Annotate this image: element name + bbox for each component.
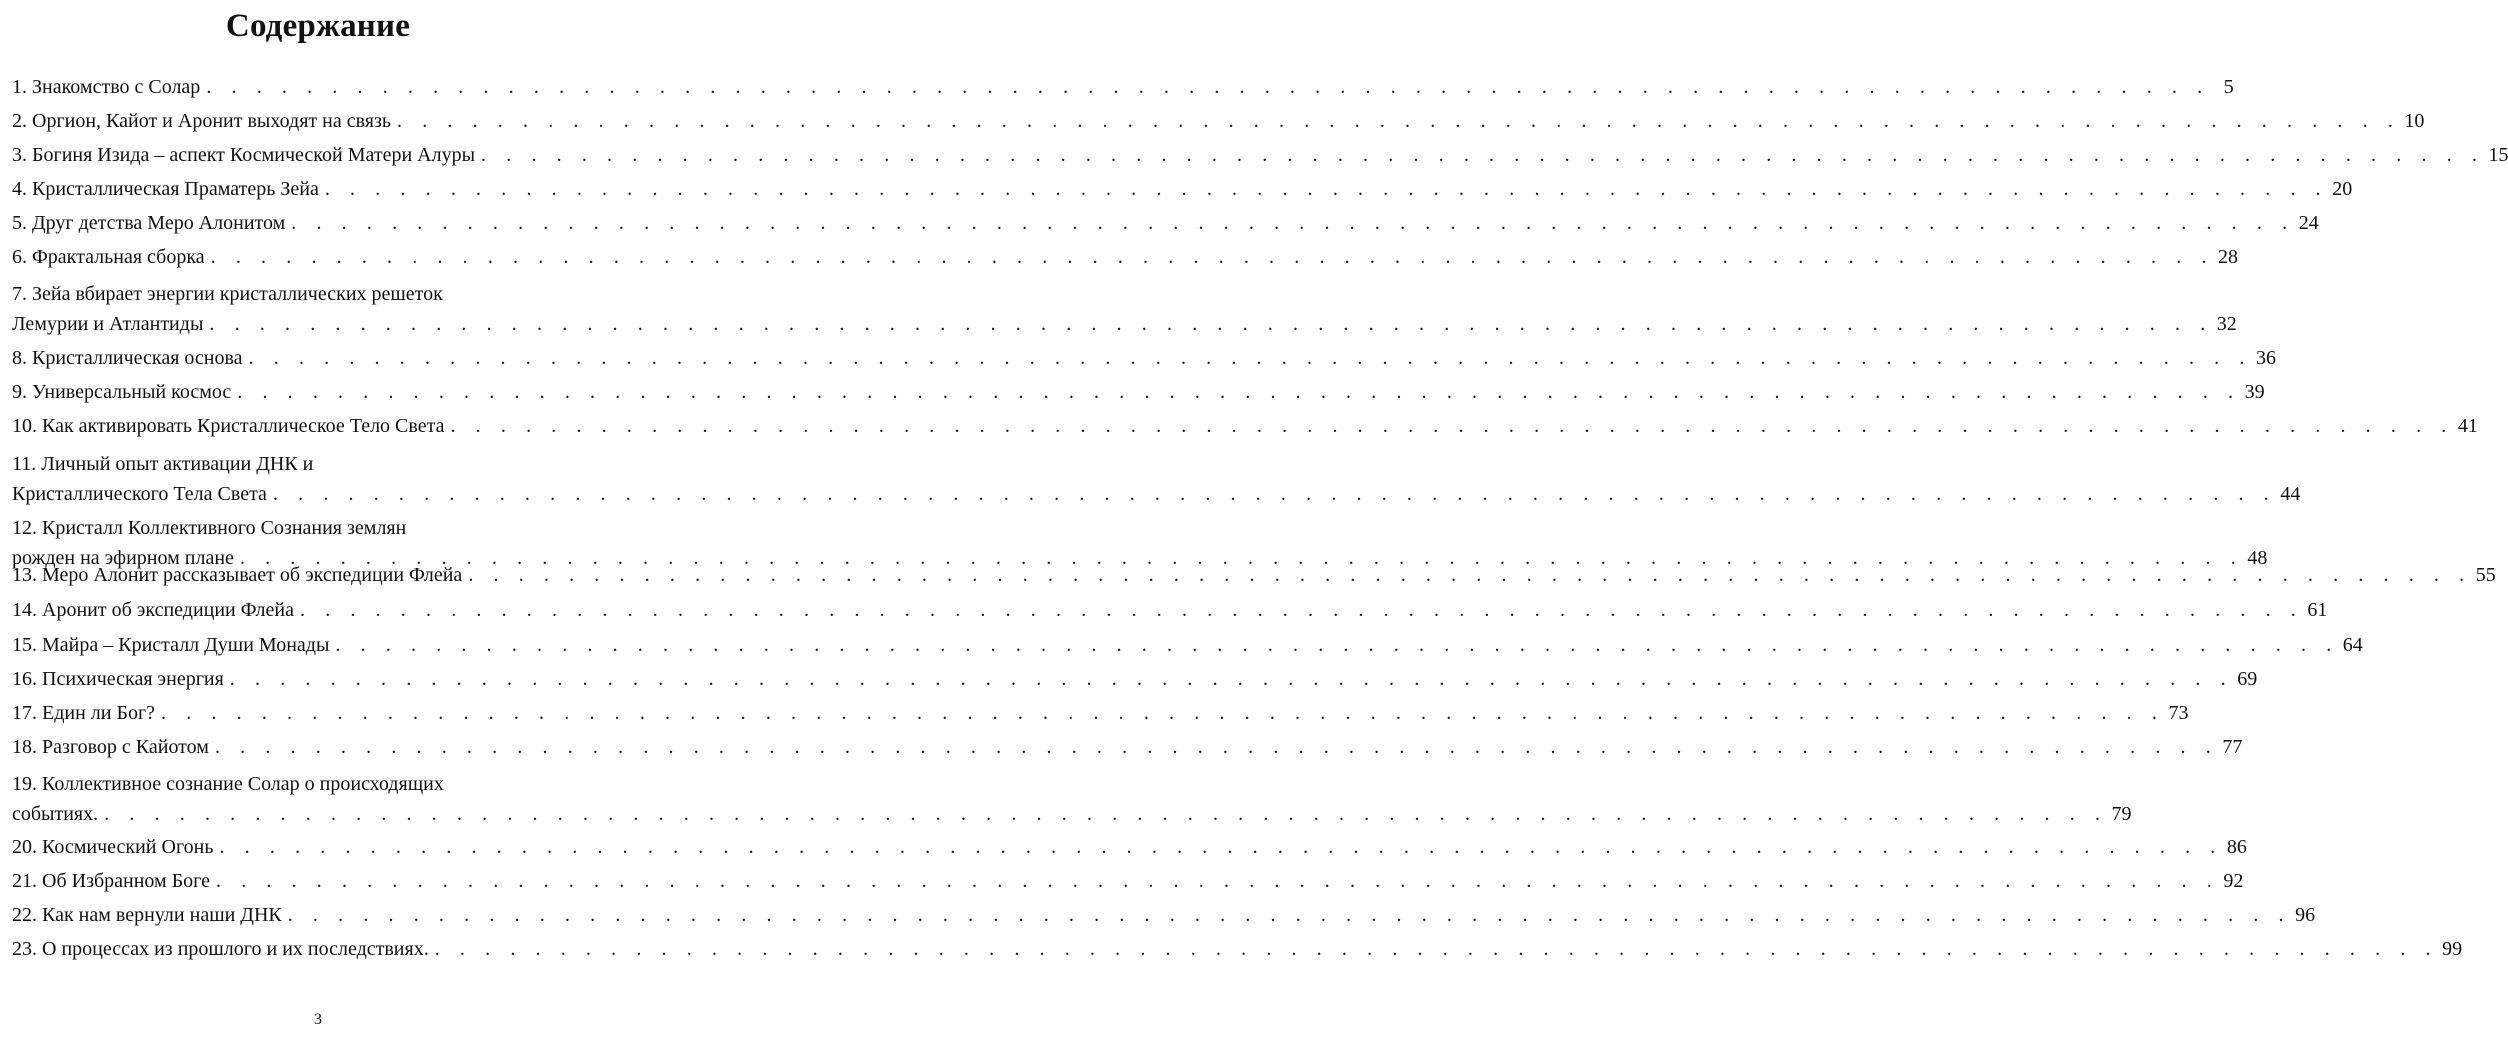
- toc-entry-title: рожден на эфирном плане: [12, 547, 234, 569]
- dot-leader: . . . . . . . . . . . . . . . . . . . . . . . . . . . . . . . . . . . . . . . . . . . . . . . . . . . . . . . . . . . . . . . . . . . . . . . . . . . . . . . .: [300, 599, 2304, 621]
- toc-entry-title: событиях.: [12, 803, 99, 825]
- toc-entry: [12, 106, 2425, 136]
- toc-entry-line: [12, 560, 2496, 590]
- toc-entry-page: 99: [2442, 938, 2463, 960]
- toc-entry-line: [12, 174, 2353, 204]
- toc-entry: [12, 174, 2353, 204]
- toc-entry-line: [12, 900, 2316, 930]
- toc-entry: [12, 343, 2276, 373]
- toc-entry-title: 18. Разговор с Кайотом: [12, 736, 209, 758]
- dot-leader: . . . . . . . . . . . . . . . . . . . . . . . . . . . . . . . . . . . . . . . . . . . . . . . . . . . . . . . . . . . . . . . . . . . . . . . . . . . . . . . .: [209, 313, 2213, 335]
- toc-entry-page: 48: [2247, 547, 2268, 569]
- toc-entry-title: 15. Майра – Кристалл Души Монады: [12, 634, 330, 656]
- toc-entry-title: 20. Космический Огонь: [12, 836, 214, 858]
- toc-entry: [12, 208, 2319, 238]
- toc-entry: [12, 866, 2244, 896]
- toc-entry-page: 69: [2237, 668, 2258, 690]
- dot-leader: . . . . . . . . . . . . . . . . . . . . . . . . . . . . . . . . . . . . . . . . . . . . . . . . . . . . . . . . . . . . . . . . . . . . . . . . . . . . . . . .: [216, 870, 2220, 892]
- toc-entry: [12, 279, 2237, 339]
- toc-entry: [12, 560, 2496, 590]
- toc-entry-page: 92: [2223, 870, 2244, 892]
- dot-leader: . . . . . . . . . . . . . . . . . . . . . . . . . . . . . . . . . . . . . . . . . . . . . . . . . . . . . . . . . . . . . . . . . . . . . . . . . . . . . . . .: [335, 634, 2339, 656]
- toc-entry-page: 15: [2488, 144, 2508, 166]
- toc-entry: [12, 242, 2239, 272]
- toc-entry: [12, 900, 2316, 930]
- toc-entry-page: 28: [2218, 246, 2239, 268]
- toc-entry: [12, 664, 2258, 694]
- toc-entry-title: 13. Меро Алонит рассказывает об экспедиции Флейа: [12, 564, 463, 586]
- toc-entry-line: [12, 769, 620, 799]
- toc-entry: [12, 140, 2508, 170]
- toc-entry-page: 64: [2342, 634, 2363, 656]
- toc-entry-page: 79: [2111, 803, 2132, 825]
- toc-entry: [12, 698, 2189, 728]
- toc-entry: [12, 732, 2243, 762]
- toc-entry-title: Кристаллического Тела Света: [12, 483, 267, 505]
- dot-leader: . . . . . . . . . . . . . . . . . . . . . . . . . . . . . . . . . . . . . . . . . . . . . . . . . . . . . . . . . . . . . . . . . . . . . . . . . . . . . . . .: [214, 736, 2219, 758]
- toc-entry-page: 77: [2222, 736, 2243, 758]
- toc-entry-page: 36: [2255, 347, 2276, 369]
- dot-leader: . . . . . . . . . . . . . . . . . . . . . . . . . . . . . . . . . . . . . . . . . . . . . . . . . . . . . . . . . . . . . . . . . . . . . . . . . . . . . . . .: [434, 938, 2439, 960]
- toc-entry-title: 22. Как нам вернули наши ДНК: [12, 904, 282, 926]
- toc-entry-page: 86: [2226, 836, 2247, 858]
- toc-entry-line: [12, 279, 620, 309]
- toc-entry: [12, 72, 2234, 102]
- dot-leader: . . . . . . . . . . . . . . . . . . . . . . . . . . . . . . . . . . . . . . . . . . . . . . . . . . . . . . . . . . . . . . . . . . . . . . . . . . . . . . . .: [481, 144, 2485, 166]
- toc-entry-title: 14. Аронит об экспедиции Флейа: [12, 599, 294, 621]
- toc-entry: [12, 411, 2478, 441]
- dot-leader: . . . . . . . . . . . . . . . . . . . . . . . . . . . . . . . . . . . . . . . . . . . . . . . . . . . . . . . . . . . . . . . . . . . . . . . . . . . . . . . .: [272, 483, 2277, 505]
- dot-leader: . . . . . . . . . . . . . . . . . . . . . . . . . . . . . . . . . . . . . . . . . . . . . . . . . . . . . . . . . . . . . . . . . . . . . . . . . . . . . . . .: [248, 347, 2252, 369]
- toc-entry: [12, 595, 2328, 625]
- page-title: Содержание: [225, 8, 411, 44]
- toc-entry-page: 10: [2404, 110, 2425, 132]
- toc-entry-line: [12, 934, 2463, 964]
- toc-entry-line: [12, 732, 2243, 762]
- dot-leader: . . . . . . . . . . . . . . . . . . . . . . . . . . . . . . . . . . . . . . . . . . . . . . . . . . . . . . . . . . . . . . . . . . . . . . . . . . . . . . . .: [468, 564, 2472, 586]
- toc-entry-line: [12, 140, 2508, 170]
- toc-entry-title: 12. Кристалл Коллективного Сознания землян: [12, 517, 407, 539]
- toc-entry-title: 21. Об Избранном Боге: [12, 870, 210, 892]
- toc-entry-page: 32: [2216, 313, 2237, 335]
- toc-entry: [12, 832, 2247, 862]
- toc-entry-line: [12, 411, 2478, 441]
- toc-entry-line: [12, 513, 620, 543]
- toc-entry-title: 2. Оргион, Кайот и Аронит выходят на связь: [12, 110, 391, 132]
- toc-entry-line: [12, 242, 2239, 272]
- toc-entry-page: 20: [2332, 178, 2353, 200]
- toc-entry-line: [12, 664, 2258, 694]
- toc-entry-page: 61: [2307, 599, 2328, 621]
- toc-entry-page: 44: [2280, 483, 2301, 505]
- toc-entry-title: 3. Богиня Изида – аспект Космической Матери Алуры: [12, 144, 476, 166]
- toc-entry-title: 1. Знакомство с Солар: [12, 76, 201, 98]
- toc-entry: [12, 769, 2132, 829]
- toc-entry-line: [12, 72, 2234, 102]
- toc-entry-page: 73: [2168, 702, 2189, 724]
- toc-entry-page: 39: [2244, 381, 2265, 403]
- page-number: 3: [314, 1011, 322, 1028]
- toc-entry-title: 4. Кристаллическая Праматерь Зейа: [12, 178, 319, 200]
- dot-leader: . . . . . . . . . . . . . . . . . . . . . . . . . . . . . . . . . . . . . . . . . . . . . . . . . . . . . . . . . . . . . . . . . . . . . . . . . . . . . . . .: [239, 547, 2244, 569]
- dot-leader: . . . . . . . . . . . . . . . . . . . . . . . . . . . . . . . . . . . . . . . . . . . . . . . . . . . . . . . . . . . . . . . . . . . . . . . . . . . . . . . .: [219, 836, 2223, 858]
- toc-entry: [12, 630, 2363, 660]
- toc-entry-line: [12, 449, 620, 479]
- toc-entry-line: [12, 343, 2276, 373]
- toc-entry-title: 8. Кристаллическая основа: [12, 347, 243, 369]
- toc-entry-line: [12, 630, 2363, 660]
- dot-leader: . . . . . . . . . . . . . . . . . . . . . . . . . . . . . . . . . . . . . . . . . . . . . . . . . . . . . . . . . . . . . . . . . . . . . . . . . . . . . . . .: [104, 803, 2108, 825]
- toc-entry-title: 19. Коллективное сознание Солар о происходящих: [12, 773, 444, 795]
- toc-entry: [12, 377, 2265, 407]
- toc-entry-line: [12, 698, 2189, 728]
- toc-entry-line: [12, 309, 2237, 339]
- toc-entry-title: 7. Зейа вбирает энергии кристаллических решеток: [12, 283, 443, 305]
- dot-leader: . . . . . . . . . . . . . . . . . . . . . . . . . . . . . . . . . . . . . . . . . . . . . . . . . . . . . . . . . . . . . . . . . . . . . . . . . . . . . . . .: [397, 110, 2401, 132]
- toc-entry-line: [12, 799, 2132, 829]
- toc-entry-line: [12, 106, 2425, 136]
- toc-entry-line: [12, 377, 2265, 407]
- dot-leader: . . . . . . . . . . . . . . . . . . . . . . . . . . . . . . . . . . . . . . . . . . . . . . . . . . . . . . . . . . . . . . . . . . . . . . . . . . . . . . . .: [324, 178, 2329, 200]
- toc-entry-page: 5: [2223, 76, 2234, 98]
- dot-leader: . . . . . . . . . . . . . . . . . . . . . . . . . . . . . . . . . . . . . . . . . . . . . . . . . . . . . . . . . . . . . . . . . . . . . . . . . . . . . . . .: [161, 702, 2165, 724]
- toc-entry-title: 17. Един ли Бог?: [12, 702, 156, 724]
- toc-entry-line: [12, 208, 2319, 238]
- toc-entry-line: [12, 832, 2247, 862]
- toc-entry-title: 6. Фрактальная сборка: [12, 246, 205, 268]
- toc-entry-line: [12, 866, 2244, 896]
- toc-entry-title: 16. Психическая энергия: [12, 668, 224, 690]
- toc-entry-page: 24: [2298, 212, 2319, 234]
- dot-leader: . . . . . . . . . . . . . . . . . . . . . . . . . . . . . . . . . . . . . . . . . . . . . . . . . . . . . . . . . . . . . . . . . . . . . . . . . . . . . . . .: [287, 904, 2292, 926]
- toc-entry: [12, 449, 2301, 509]
- toc-entry-title: 23. О процессах из прошлого и их последствиях.: [12, 938, 429, 960]
- toc-entry-page: 55: [2475, 564, 2496, 586]
- dot-leader: . . . . . . . . . . . . . . . . . . . . . . . . . . . . . . . . . . . . . . . . . . . . . . . . . . . . . . . . . . . . . . . . . . . . . . . . . . . . . . . .: [229, 668, 2234, 690]
- dot-leader: . . . . . . . . . . . . . . . . . . . . . . . . . . . . . . . . . . . . . . . . . . . . . . . . . . . . . . . . . . . . . . . . . . . . . . . . . . . . . . . .: [237, 381, 2241, 403]
- toc-entry-title: 9. Универсальный космос: [12, 381, 232, 403]
- dot-leader: . . . . . . . . . . . . . . . . . . . . . . . . . . . . . . . . . . . . . . . . . . . . . . . . . . . . . . . . . . . . . . . . . . . . . . . . . . . . . . . .: [206, 76, 2210, 98]
- toc-entry-line: [12, 479, 2301, 509]
- toc-entry-line: [12, 595, 2328, 625]
- toc-entry-title: Лемурии и Атлантиды: [12, 313, 204, 335]
- dot-leader: . . . . . . . . . . . . . . . . . . . . . . . . . . . . . . . . . . . . . . . . . . . . . . . . . . . . . . . . . . . . . . . . . . . . . . . . . . . . . . . .: [210, 246, 2215, 268]
- toc-entry: [12, 934, 2463, 964]
- toc-entry-page: 96: [2295, 904, 2316, 926]
- toc-entry-title: 11. Личный опыт активации ДНК и: [12, 453, 314, 475]
- dot-leader: . . . . . . . . . . . . . . . . . . . . . . . . . . . . . . . . . . . . . . . . . . . . . . . . . . . . . . . . . . . . . . . . . . . . . . . . . . . . . . . .: [291, 212, 2295, 234]
- toc-entry-title: 10. Как активировать Кристаллическое Тело Света: [12, 415, 445, 437]
- toc-entry-title: 5. Друг детства Меро Алонитом: [12, 212, 286, 234]
- toc-entry-page: 41: [2457, 415, 2478, 437]
- dot-leader: . . . . . . . . . . . . . . . . . . . . . . . . . . . . . . . . . . . . . . . . . . . . . . . . . . . . . . . . . . . . . . . . . . . . . . . . . . . . . . . .: [450, 415, 2454, 437]
